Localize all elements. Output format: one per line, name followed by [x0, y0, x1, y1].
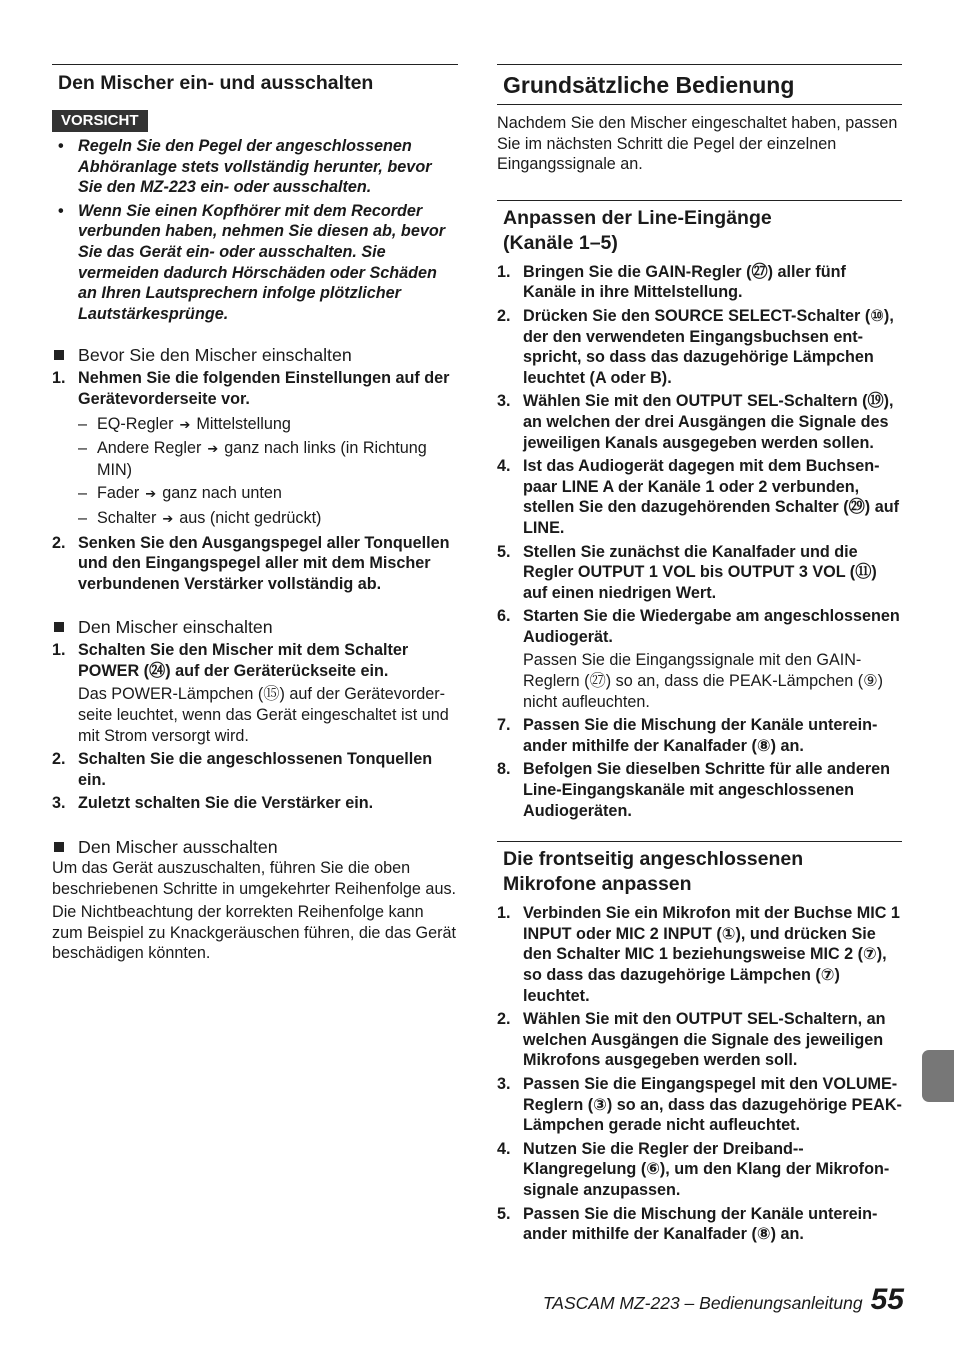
- square-bullet-icon: [54, 622, 64, 632]
- step: 3. Zuletzt schalten Sie die Verstärker ein.: [52, 794, 374, 813]
- step: 4. Nutzen Sie die Regler der Dreiband-Klangregelung (⑥), um den Klang der Mikrofonsignale anzupassen.: [497, 1139, 890, 1199]
- step: 2. Wählen Sie mit den OUTPUT SEL-Schaltern, an welchen Ausgängen die Signale des jeweiligen Mikrofons ausgegeben werden soll.: [497, 1010, 886, 1070]
- subsection-heading: Den Mischer ausschalten: [52, 836, 458, 858]
- step-note: Das POWER-Lämpchen (⑮) auf der Gerätevorderseite leuchtet, wenn das Gerät eingeschaltet ist und mit Strom versorgt wird.: [78, 685, 449, 745]
- step: 1. Nehmen Sie die folgenden Einstellungen auf der Gerätevorderseite vor. – EQ-Regler ➔ Mittelstellung – Andere Regler ➔ ganz nach links (in Richtung MIN) – Fader ➔ ganz nach unten – Schalter ➔ aus (nicht gedrückt): [52, 368, 458, 529]
- step: 1. Bringen Sie die GAIN-Regler (㉗) aller fünf Kanäle in ihre Mittelstellung.: [497, 262, 846, 302]
- chapter-thumb-tab: [922, 1050, 954, 1102]
- arrow-right-icon: ➔: [145, 486, 157, 502]
- caution-list: [52, 136, 458, 324]
- step: 2. Senken Sie den Ausgangspegel aller Tonquellen und den Eingangspegel aller mit dem Mischer verbundenen Verstärker vollständig ab.: [52, 533, 450, 593]
- square-bullet-icon: [54, 350, 64, 360]
- step: 2. Schalten Sie die angeschlossenen Tonquellen ein.: [52, 750, 433, 789]
- subsection-heading: Anpassen der Line-Eingänge (Kanäle 1–5): [503, 206, 772, 254]
- step: 8. Befolgen Sie dieselben Schritte für alle anderen Line-Eingangskanäle mit angeschlossenen Audiogeräten.: [497, 760, 891, 820]
- step: 7. Passen Sie die Mischung der Kanäle untereinander mithilfe der Kanalfader (⑧) an.: [497, 716, 878, 755]
- right-column: [497, 64, 902, 1248]
- arrow-right-icon: ➔: [162, 510, 174, 526]
- page-title: Grundsätzliche Bedienung: [497, 65, 902, 105]
- page-footer: [520, 1283, 904, 1316]
- section-heading: Den Mischer ein- und ausschalten: [58, 72, 374, 94]
- step: 1. Verbinden Sie ein Mikrofon mit der Buchse MIC 1 INPUT oder MIC 2 INPUT (①), und drücken Sie den Schalter MIC 1 beziehungsweise MIC 2 (⑦), so dass das dazugehörige Lämpchen (⑦) leuchtet.: [497, 904, 900, 1005]
- step: 6. Starten Sie die Wiedergabe am angeschlossenen Audiogerät. Passen Sie die Eingangssignale mit den GAIN-Reglern (㉗) so an, dass die PEAK-Lämpchen (⑨) nicht aufleuchten.: [497, 606, 902, 712]
- step: 3. Wählen Sie mit den OUTPUT SEL-Schaltern (⑲), an welchen der drei Ausgängen die Signale des jeweiligen Kanals ausgegeben werden sollen.: [497, 392, 894, 452]
- subsection-heading: Bevor Sie den Mischer einschalten: [52, 344, 458, 366]
- arrow-right-icon: ➔: [179, 416, 191, 432]
- arrow-right-icon: ➔: [207, 441, 219, 457]
- settings-list: [78, 414, 458, 530]
- step: 2. Drücken Sie den SOURCE SELECT-Schalter (⑩), der den verwendeten Eingangsbuchsen entspricht, so dass das dazugehörige Lämpchen leuchtet (A oder B).: [497, 306, 894, 387]
- setting-item: – Andere Regler ➔ ganz nach links (in Richtung MIN): [78, 438, 458, 480]
- step-list: [497, 262, 902, 821]
- footer-title: TASCAM MZ-223 – Bedienungsanleitung: [542, 1293, 863, 1313]
- step: 3. Passen Sie die Eingangspegel mit den VOLUME-Reglern (③) so an, dass das dazugehörige PEAK-Lämpchen gerade nicht aufleuchtet.: [497, 1074, 902, 1135]
- subsection-heading: Den Mischer einschalten: [52, 616, 458, 638]
- paragraph: Die Nichtbeachtung der korrekten Reihenfolge kann zum Beispiel zu Knackgeräuschen führen, die das Gerät beschädigen könnten.: [52, 903, 457, 963]
- step-list: [52, 368, 458, 594]
- step: 5. Stellen Sie zunächst die Kanalfader und die Regler OUTPUT 1 VOL bis OUTPUT 3 VOL (⑪) auf einen niedrigen Wert.: [497, 542, 877, 602]
- step: 4. Ist das Audiogerät dagegen mit dem Buchsenpaar LINE A der Kanäle 1 oder 2 verbunden, stellen Sie den dazugehörenden Schalter (㉙) auf LINE.: [497, 457, 899, 537]
- step: 5. Passen Sie die Mischung der Kanäle untereinander mithilfe der Kanalfader (⑧) an.: [497, 1204, 878, 1244]
- subsection-heading: Die frontseitig angeschlossenen Mikrofone anpassen: [503, 848, 804, 896]
- setting-item: – Schalter ➔ aus (nicht gedrückt): [78, 508, 458, 530]
- step-list: [497, 903, 902, 1245]
- caution-label: VORSICHT: [52, 110, 148, 132]
- page-number: 55: [870, 1283, 904, 1316]
- square-bullet-icon: [54, 842, 64, 852]
- paragraph: Um das Gerät auszuschalten, führen Sie die oben beschriebenen Schritte in umgekehrter Reihenfolge aus.: [52, 859, 457, 898]
- step-list: [52, 640, 458, 814]
- caution-item: • Regeln Sie den Pegel der angeschlossenen Abhöranlage stets vollständig herunter, bevor Sie den MZ-223 ein- oder ausschalten.: [52, 136, 458, 198]
- setting-item: – Fader ➔ ganz nach unten: [78, 483, 458, 505]
- step: 1. Schalten Sie den Mischer mit dem Schalter POWER (㉔) auf der Geräterückseite ein. Das POWER-Lämpchen (⑮) auf der Gerätevorderseite leuchtet, wenn das Gerät eingeschaltet ist und mit Strom versorgt wird.: [52, 640, 458, 746]
- caution-item: • Wenn Sie einen Kopfhörer mit dem Recorder verbunden haben, nehmen Sie diesen ab, bevor Sie das Gerät ein- oder ausschalten. Sie vermeiden dadurch Hörschäden oder Schäden an Ihren Lautsprechern infolge plötzlicher Lautstärkesprünge.: [52, 201, 458, 325]
- intro-paragraph: Nachdem Sie den Mischer eingeschaltet haben, passen Sie im nächsten Schritt die Pegel der einzelnen Eingangssignale an.: [497, 114, 898, 174]
- setting-item: – EQ-Regler ➔ Mittelstellung: [78, 414, 458, 436]
- step-note: Passen Sie die Eingangssignale mit den GAIN-Reglern (㉗) so an, dass die PEAK-Lämpchen (⑨) nicht aufleuchten.: [523, 651, 883, 711]
- left-column: [52, 64, 458, 964]
